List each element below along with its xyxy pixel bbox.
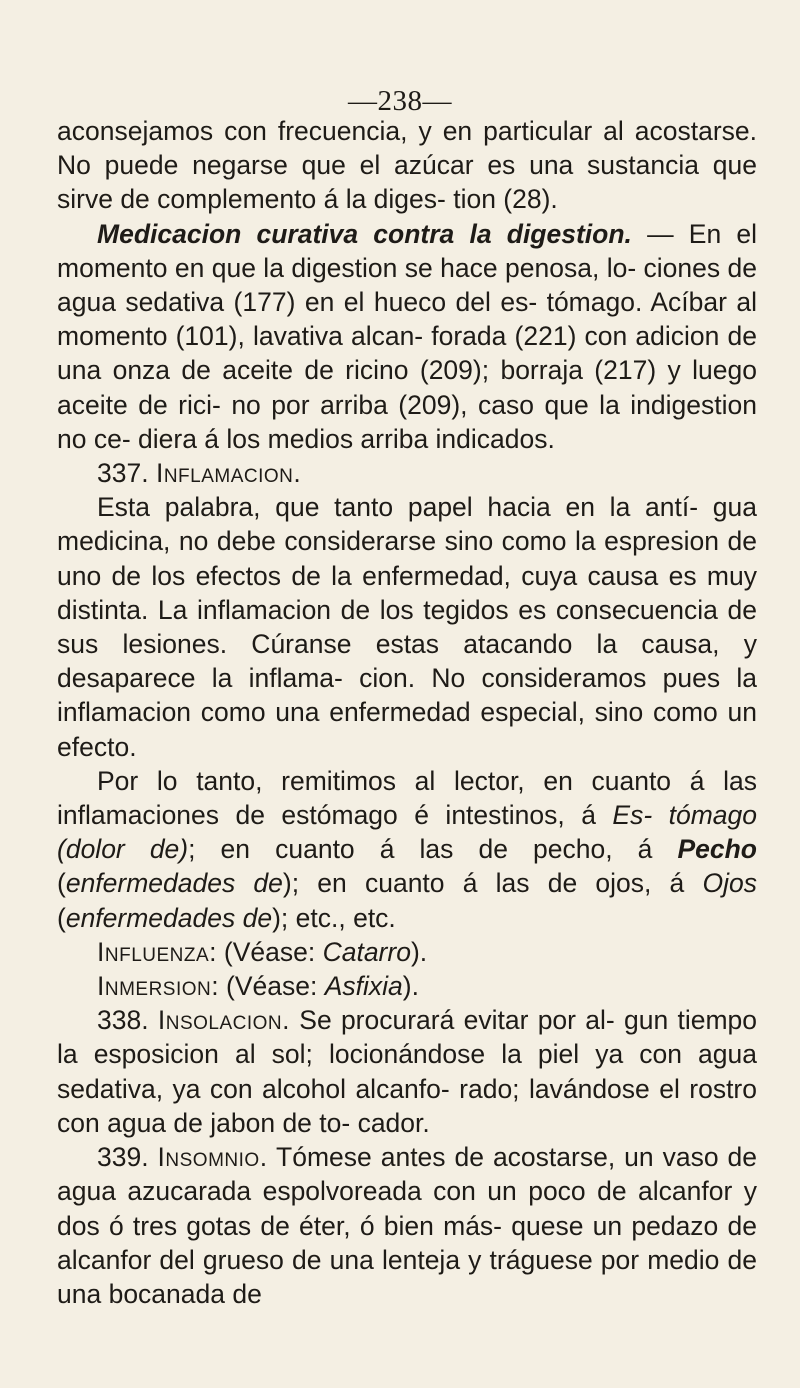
cross-reference: Ojos [702,868,757,899]
entry-title: Insomnio. [157,1142,268,1173]
section-heading: Medicacion curativa contra la digestion. [97,218,632,249]
paragraph-text: : (Véase: [211,971,325,1002]
entry-influenza [57,935,757,969]
body-text [57,114,757,1311]
paragraph-text: Se procurará evitar por al- gun tiempo la esposicion al sol; locionándose la piel ya con agua sedativa, ya con alcohol alcanfo- rado; lavándose el rostro con agua de jabon de to- cador. [57,1005,758,1138]
paragraph-text: Tómese antes de acostarse, un vaso de agua azucarada espolvoreada con un poco de alcanfor y dos ó tres gotas de éter, ó bien más- quese un pedazo de alcanfor del grueso de una lenteja y tráguese por medio de una bocanada de [57,1142,757,1309]
paragraph-inflamacion [57,490,757,764]
paragraph-text: aconsejamos con frecuencia, y en particular al acostarse. No puede negarse que el azúcar es una sustancia que sirve de complemento á la diges- tion (28). [57,116,757,215]
entry-title: Inflamacion. [155,458,302,489]
entry-inmersion [57,969,757,1003]
paragraph-text: : (Véase: [209,936,323,967]
entry-title: Influenza [97,936,210,967]
paragraph-sugar [57,114,757,217]
paragraph-text: Esta palabra, que tanto papel hacia en la antí- gua medicina, no debe considerarse sino como la espresion de uno de los efectos de la enfermedad, cuya causa es muy distinta. La inflamacion de los tegidos es consecuencia de sus lesiones. Cúranse estas atacando la causa, y desaparece la inflama- cion. No consideramos pues la inflamacion como una enfermedad especial, sino como un efecto. [57,492,757,762]
paragraph-text: ); en cuanto á las de ojos, á [282,868,703,899]
entry-number: 339. [97,1142,149,1173]
paragraph-text: ). [402,971,419,1002]
cross-reference: Catarro [322,936,411,967]
entry-heading-337 [57,456,757,490]
paragraph-text: ). [410,936,428,967]
cross-reference: Es- tómago (dolor de) [57,800,757,865]
entry-title: Inmersion [97,971,212,1002]
entry-insolacion [57,1003,757,1140]
paragraph-text: ); etc., etc. [272,902,396,933]
cross-reference: enfermedades de [65,902,273,933]
entry-insomnio [57,1140,757,1311]
cross-reference: Asfixia [324,971,403,1002]
entry-title: Insolacion. [157,1005,290,1036]
paragraph-text: ( [57,868,66,899]
paragraph-text: ; en cuanto á las de pecho, á [188,834,678,865]
entry-number: 337. [97,458,149,489]
page-number: —238— [348,85,452,117]
paragraph-remitimos [57,764,757,935]
paragraph-medicacion [57,217,757,456]
paragraph-text: ( [57,902,66,933]
cross-reference: Pecho [677,834,757,865]
cross-reference: enfermedades de [65,868,283,899]
paragraph-text: — En el momento en que la digestion se hace penosa, lo- ciones de agua sedativa (177) en el hueco del es- tómago. Acíbar al momento (101), lavativa alcan- forada (221) con adicion de una onza de aceite de ricino (209); borraja (217) y luego aceite de rici- no por arriba (209), caso que la indigestion no ce- diera á los medios arriba indicados. [57,218,757,454]
entry-number: 338. [97,1005,149,1036]
paragraph-text: Por lo tanto, remitimos al lector, en cuanto á las inflamaciones de estómago é intestinos, á [57,765,757,831]
